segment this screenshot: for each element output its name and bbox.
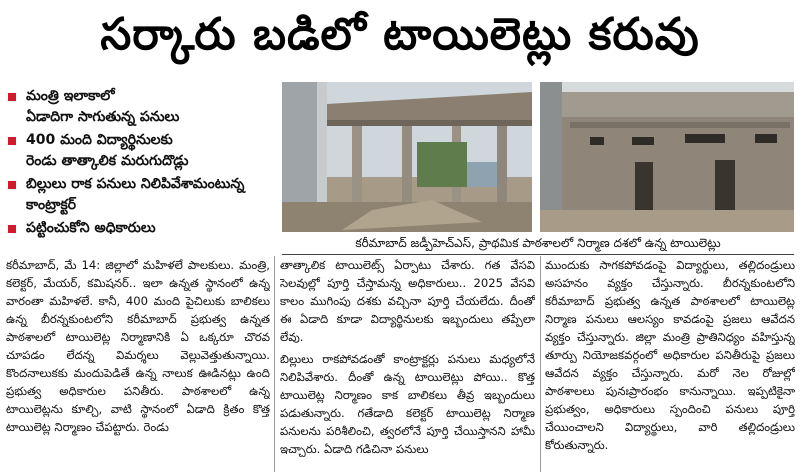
highlight-line: కాంట్రాక్టర్ [26,197,77,213]
highlights-list [6,86,276,254]
article-paragraph: బిల్లులు రాకపోవడంతో కాంట్రాక్టర్లు పనులు మధ్యలోనే నిలిపివేశారు. దీంతో ఉన్న టాయిలెట్లు పోయి.. కొత్త టాయిలెట్ల నిర్మాణం కాక బాలికలు తీవ్ర ఇబ్బందులు పడుతున్నారు. గతేడాది కలెక్టర్ టాయిలెట్ల నిర్మాణ పనులను పరిశీలించి, త్వరలోనే పూర్తి చేయిస్తానని హామీ ఇచ్చారు. ఏడాది గడిచినా పనులు [280,352,535,456]
red-bullet-icon [8,137,16,145]
red-bullet-icon [8,225,16,233]
photo-toilet-block [540,82,794,232]
photo-caption: కరీమాబాద్ జడ్పీహెచ్ఎస్, ప్రాథమిక పాఠశాలలో నిర్మాణ దశలో ఉన్న టాయిలెట్లు [355,236,721,250]
article-paragraph: తాత్కాలిక టాయిలెట్స్ ఏర్పాటు చేశారు. గత వేసవి సెలవుల్లో పూర్తి చేస్తామన్న అధికారులు.. 2025 వేసవి కాలం ముగింపు దశకు వచ్చినా పూర్తి చేయలేదు. దీంతో ఈ ఏడాది కూడా విద్యార్థినులకు ఇబ్బందులు తప్పేలా లేవు. [280,258,535,344]
highlight-item [6,130,276,172]
highlight-line: బిల్లులు రాక పనులు నిలిపివేశామంటున్న [26,176,245,192]
headline: సర్కారు బడిలో టాయిలెట్లు కరువు [100,9,700,60]
column-divider [540,256,541,472]
red-bullet-icon [8,181,16,189]
article-paragraph: కరీమాబాద్, మే 14: జిల్లాలో మహిళలే పాలకులు. మంత్రి, కలెక్టర్, మేయర్, కమిషనర్.. ఇలా ఉన్నత స్థానంలో ఉన్న వారంతా మహిళలే. కానీ, 400 మంది పైచిలుకు బాలికలు ఉన్న బీరన్నకుంటలోని కరీమాబాద్ ప్రభుత్వ ఉన్నత పాఠశాలలో టాయిలెట్ల నిర్మాణానికి ఏ ఒక్కరూ చొరవ చూపడం లేదన్న విమర్శలు వెల్లువెత్తుతున్నాయి. కొందనాలుకకు మందుపెడితే ఉన్న నాలుక ఊడినట్లు ఉంది ప్రభుత్వ అధికారుల పనితీరు. పాఠశాలలో ఉన్న టాయిలెట్లను కూల్చి, వాటి స్థానంలో ఏడాది క్రితం కొత్త టాయిలెట్ల నిర్మాణం చేపట్టారు. రెండు [6,258,270,434]
article-column-3 [545,256,795,474]
photo-construction-site [282,82,532,232]
red-bullet-icon [8,93,16,101]
highlight-line: ఏడాదిగా సాగుతున్న పనులు [26,109,180,125]
highlight-item [6,174,276,216]
highlight-line: 400 మంది విద్యార్థినులకు [26,132,173,148]
highlight-line: పట్టించుకోని అధికారులు [26,220,156,236]
caption-divider [282,254,794,255]
column-divider [274,256,275,472]
article-column-1 [6,256,270,474]
highlight-line: మంత్రి ఇలాకాలో [26,88,115,104]
highlight-line: రెండు తాత్కాలిక మరుగుదొడ్లు [26,153,189,169]
highlight-item [6,218,276,239]
article-paragraph: ముందుకు సాగకపోవడంపై విద్యార్థులు, తల్లిదండ్రులు అసహనం వ్యక్తం చేస్తున్నారు. బీరన్నకుంటలోని కరీమాబాద్ ప్రభుత్వ ఉన్నత పాఠశాలలో టాయిలెట్ల నిర్మాణ పనులు ఆలస్యం కావడంపై ప్రజలు ఆవేదన వ్యక్తం చేస్తున్నారు. జిల్లా మంత్రి ప్రాతినిధ్యం వహిస్తున్న తూర్పు నియోజకవర్గంలో అధికారుల పనితీరుపై ప్రజలు ఆవేదన వ్యక్తం చేస్తున్నారు. మరో నెల రోజుల్లో పాఠశాలలు పునఃప్రారంభం కానున్నాయి. ఇప్పటికైనా ప్రభుత్వం, అధికారులు స్పందించి పనులు పూర్తి చేయించాలని విద్యార్థులు, వారి తల్లిదండ్రులు కోరుతున్నారు. [545,258,795,452]
highlight-item [6,86,276,128]
article-column-2 [280,256,535,474]
